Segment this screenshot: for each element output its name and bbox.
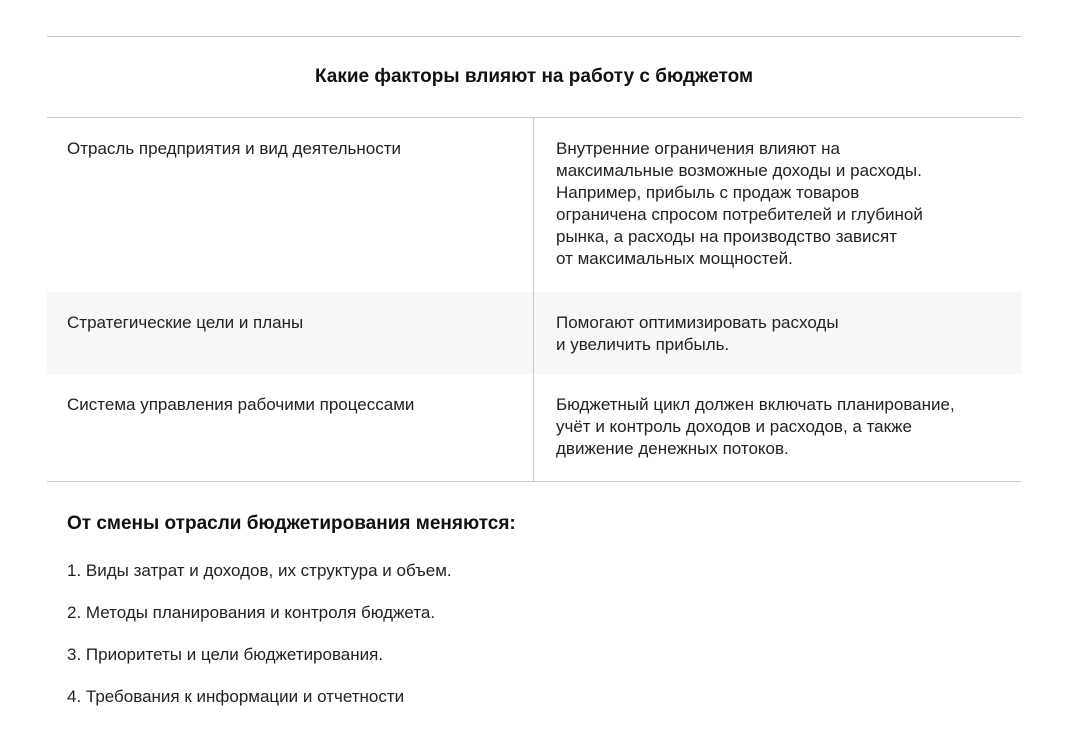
- description-line: Внутренние ограничения влияют на: [556, 139, 840, 158]
- table-row: [47, 374, 1021, 481]
- list-item: 4. Требования к информации и отчетности: [67, 687, 405, 706]
- table-title: Какие факторы влияют на работу с бюджетом: [47, 37, 1021, 118]
- description-line: Помогают оптимизировать расходы: [556, 313, 839, 332]
- description-line: Например, прибыль с продаж товаров: [556, 183, 860, 202]
- table-row: [47, 292, 1021, 374]
- description-line: от максимальных мощностей.: [556, 249, 793, 268]
- description-cell: [534, 118, 1021, 292]
- table-row: [47, 118, 1021, 292]
- description-line: максимальные возможные доходы и расходы.: [556, 161, 922, 180]
- description-cell: [534, 292, 1021, 374]
- factors-table-container: [47, 36, 1021, 482]
- description-line: Бюджетный цикл должен включать планирование,: [556, 395, 955, 414]
- list-item: 3. Приоритеты и цели бюджетирования.: [67, 645, 384, 664]
- description-line: и увеличить прибыль.: [556, 335, 730, 354]
- factors-table: [47, 118, 1021, 482]
- description-line: ограничена спросом потребителей и глубиной: [556, 205, 923, 224]
- factor-cell: Отрасль предприятия и вид деятельности: [47, 118, 534, 292]
- changes-list: [67, 560, 452, 728]
- factor-cell: Стратегические цели и планы: [47, 292, 534, 374]
- list-item: 1. Виды затрат и доходов, их структура и объем.: [67, 561, 452, 580]
- section-heading: От смены отрасли бюджетирования меняются:: [67, 513, 516, 534]
- description-cell: [534, 374, 1021, 481]
- list-item: 2. Методы планирования и контроля бюджета.: [67, 603, 436, 622]
- factor-cell: Система управления рабочими процессами: [47, 374, 534, 481]
- description-line: учёт и контроль доходов и расходов, а также: [556, 417, 912, 436]
- description-line: движение денежных потоков.: [556, 439, 789, 458]
- description-line: рынка, а расходы на производство зависят: [556, 227, 897, 246]
